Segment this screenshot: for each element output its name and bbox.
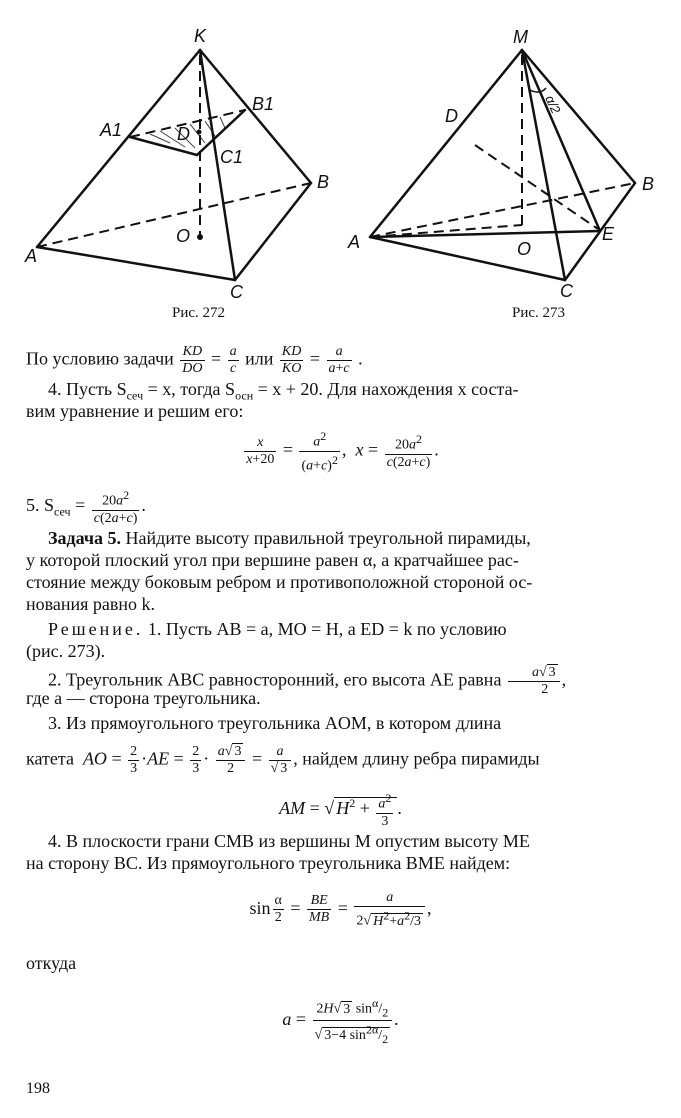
step3-line2: катета AO = $\frac{2}{3}$ ·AE = $\frac{2}{3}$ · $\frac{a√ 3}{2}$ = $\frac{a}{√ 3}$ , найдем длину ребра пирамиды: [26, 744, 540, 776]
label-angle: α/2: [542, 92, 564, 116]
otkuda: откуда: [26, 953, 77, 973]
label-o: O: [176, 226, 191, 246]
task5-line2: у которой плоский угол при вершине равен α, а кратчайшее рас-: [26, 550, 519, 570]
step4b-line2: на сторону BC. Из прямоугольного треугольника BME найдем:: [26, 853, 511, 873]
label-o: O: [517, 239, 532, 259]
step4b-line1: 4. В плоскости грани CMB из вершины M опустим высоту ME: [48, 831, 530, 851]
label-m: M: [513, 27, 528, 47]
equation-x: $\frac{x}{x+20}$ = $\frac{a^2}{(a+c)^2}$ , x = $\frac{20a^2}{c(2a+c)}$ .: [246, 429, 439, 474]
figure-272: [0, 0, 340, 300]
label-e: E: [602, 224, 615, 244]
label-d: D: [445, 106, 458, 126]
task5-line1: Задача 5. Найдите высоту правильной треугольной пирамиды,: [48, 528, 531, 548]
figure-273: [340, 0, 680, 300]
label-b: B: [317, 172, 330, 192]
a-formula: a = $\frac{2H√ 3 \sin^\alpha/_2}{√ 3-4 \sin^{2\alpha}/_2}$ .: [282, 996, 399, 1046]
task5-line3: стояние между боковым ребром и противоположной стороной ос-: [26, 572, 533, 592]
label-b: B: [642, 174, 655, 194]
solution-line2: (рис. 273).: [26, 641, 106, 661]
sin-formula: sin $\frac{\alpha}{2}$ = $\frac{BE}{MB}$ = $\frac{a}{2√ H^2+a^2/3}$ ,: [249, 890, 432, 929]
label-a: A: [25, 246, 38, 266]
label-b1: B1: [252, 94, 275, 114]
step2-line2: где a — сторона треугольника.: [26, 688, 261, 708]
label-c: C: [230, 282, 243, 300]
condition-line: По условию задачи $\frac{KD}{DO}$ = $\frac{a}{c}$ или $\frac{KD}{KO}$ = $\frac{a}{a+c}$ .: [26, 344, 363, 376]
step3-line1: 3. Из прямоугольного треугольника AOM, в котором длина: [48, 713, 502, 733]
label-d: D: [177, 124, 190, 144]
label-c: C: [560, 281, 573, 300]
caption-273: Рис. 273: [512, 305, 566, 321]
label-a: A: [348, 232, 361, 252]
page-number: 198: [26, 1080, 50, 1097]
label-c1: C1: [220, 147, 244, 167]
label-a1: A1: [100, 120, 123, 140]
am-formula: AM = √ $H^2$ + $\frac{a^2}{3}$ .: [279, 791, 402, 829]
solution-line1: Решение. 1. Пусть AB = a, MO = H, а ED = k по условию: [48, 619, 507, 639]
step2-line1: 2. Треугольник ABC равносторонний, его высота AE равна $\frac{a√ 3}{2}$ ,: [48, 665, 567, 697]
step5-line: 5. $S_{сеч}$ = $\frac{20a^2}{c(2a+c)}$ .: [26, 488, 146, 526]
caption-272: Рис. 272: [172, 305, 226, 321]
step4-line1: 4. Пусть $S_{сеч} = x$, тогда $S_{осн} = x + 20$. Для нахождения x соста-: [48, 379, 519, 403]
label-k: K: [194, 26, 207, 46]
step4-line2: вим уравнение и решим его:: [26, 401, 244, 421]
task5-line4: нования равно k.: [26, 594, 156, 614]
